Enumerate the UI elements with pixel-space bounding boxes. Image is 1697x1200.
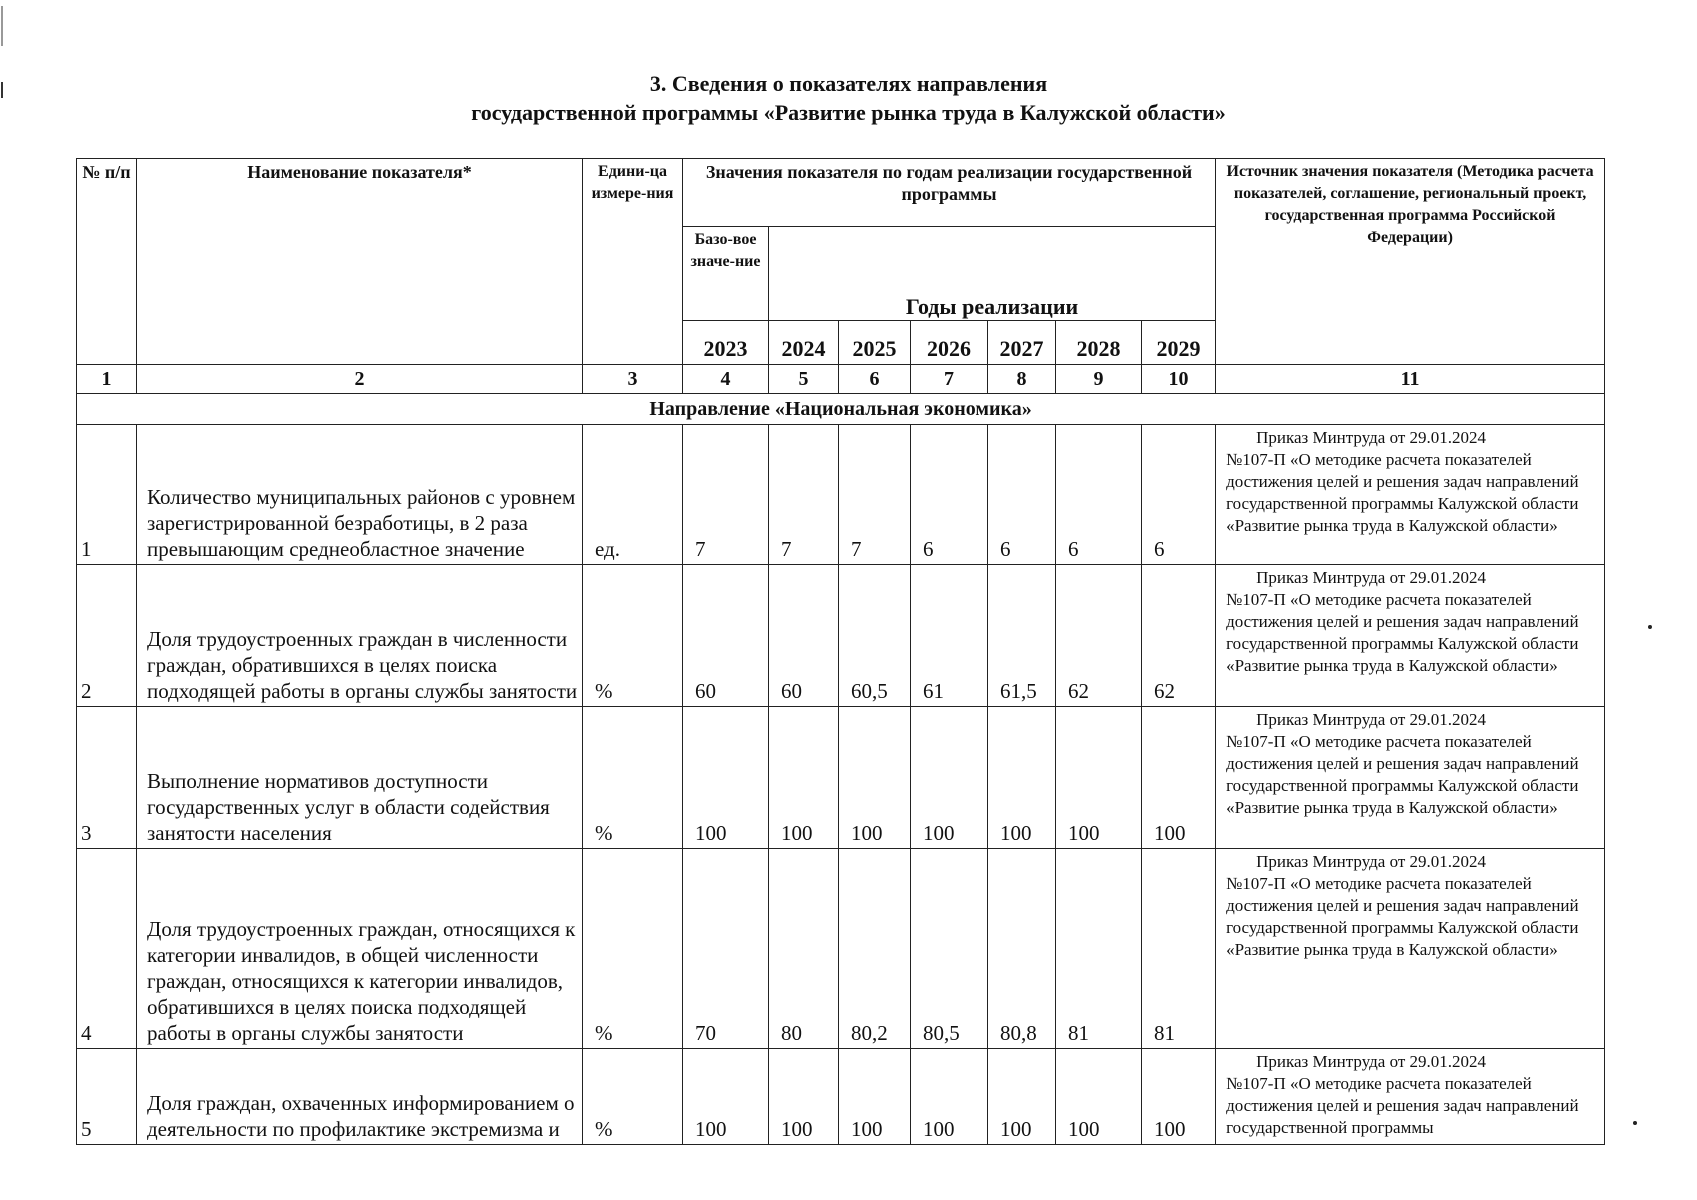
value-cell: 62: [1142, 565, 1216, 707]
row-index: 5: [77, 1049, 137, 1145]
source-cell: [1216, 849, 1605, 1049]
value-cell: 61: [911, 565, 988, 707]
value-cell: 100: [911, 707, 988, 849]
value-cell: 100: [988, 707, 1056, 849]
source-line-1: Приказ Минтруда от 29.01.2024: [1256, 710, 1487, 729]
header-year: 2027: [988, 321, 1056, 365]
header-num: № п/п: [77, 159, 137, 365]
indicator-unit: %: [583, 565, 683, 707]
indicator-name: Выполнение нормативов доступности государственных услуг в области содействия занятости населения: [137, 707, 583, 849]
value-cell: 100: [839, 1049, 911, 1145]
scan-speck: [1633, 1121, 1637, 1125]
value-cell: 7: [839, 425, 911, 565]
column-number: 5: [769, 365, 839, 394]
header-year: 2029: [1142, 321, 1216, 365]
column-number: 10: [1142, 365, 1216, 394]
source-cell: [1216, 707, 1605, 849]
row-index: 3: [77, 707, 137, 849]
value-cell: 80,8: [988, 849, 1056, 1049]
value-cell: 80,5: [911, 849, 988, 1049]
value-cell: 60: [769, 565, 839, 707]
value-cell: 100: [769, 707, 839, 849]
source-line-2: №107-П «О методике расчета показателей достижения целей и решения задач направлений государственной программы Калужской области «Развитие рынка труда в Калужской области»: [1226, 874, 1579, 959]
value-cell: 6: [911, 425, 988, 565]
header-year: 2026: [911, 321, 988, 365]
row-index: 4: [77, 849, 137, 1049]
value-cell: 100: [988, 1049, 1056, 1145]
document-title-line-1: 3. Сведения о показателях направления: [649, 71, 1048, 96]
value-cell: 80,2: [839, 849, 911, 1049]
table-row: [77, 425, 1605, 565]
header-year: 2025: [839, 321, 911, 365]
column-number: 3: [583, 365, 683, 394]
column-number: 8: [988, 365, 1056, 394]
value-cell: 100: [683, 1049, 769, 1145]
source-line-1: Приказ Минтруда от 29.01.2024: [1256, 568, 1487, 587]
header-base-year: 2023: [683, 321, 769, 365]
value-cell: 62: [1056, 565, 1142, 707]
value-cell: 7: [769, 425, 839, 565]
value-cell: 100: [683, 707, 769, 849]
header-base: Базо-вое значе-ние: [683, 227, 769, 321]
indicator-name: Доля трудоустроенных граждан в численности граждан, обратившихся в целях поиска подходящей работы в органы службы занятости: [137, 565, 583, 707]
header-source: Источник значения показателя (Методика расчета показателей, соглашение, региональный проект, государственная программа Российской Федерации): [1216, 159, 1605, 365]
source-line-1: Приказ Минтруда от 29.01.2024: [1256, 1052, 1487, 1071]
value-cell: 100: [839, 707, 911, 849]
header-year: 2024: [769, 321, 839, 365]
value-cell: 60,5: [839, 565, 911, 707]
value-cell: 6: [988, 425, 1056, 565]
section-heading: Направление «Национальная экономика»: [77, 394, 1605, 425]
header-years-label: Годы реализации: [769, 227, 1216, 321]
header-unit: Едини-ца измере-ния: [583, 159, 683, 365]
header-name: Наименование показателя*: [137, 159, 583, 365]
source-line-1: Приказ Минтруда от 29.01.2024: [1256, 852, 1487, 871]
column-number: 9: [1056, 365, 1142, 394]
column-number: 4: [683, 365, 769, 394]
source-cell: [1216, 565, 1605, 707]
column-number: 11: [1216, 365, 1605, 394]
indicator-unit: ед.: [583, 425, 683, 565]
indicator-unit: %: [583, 849, 683, 1049]
table-row: [77, 849, 1605, 1049]
value-cell: 100: [1056, 1049, 1142, 1145]
value-cell: 6: [1142, 425, 1216, 565]
document-title-line-2: государственной программы «Развитие рынка труда в Калужской области»: [471, 100, 1226, 125]
value-cell: 81: [1056, 849, 1142, 1049]
source-cell: [1216, 425, 1605, 565]
source-line-2: №107-П «О методике расчета показателей достижения целей и решения задач направлений государственной программы Калужской области «Развитие рынка труда в Калужской области»: [1226, 590, 1579, 675]
indicator-name: Доля граждан, охваченных информированием о деятельности по профилактике экстремизма и: [137, 1049, 583, 1145]
table-row: [77, 565, 1605, 707]
source-line-2: №107-П «О методике расчета показателей достижения целей и решения задач направлений государственной программы Калужской области «Развитие рынка труда в Калужской области»: [1226, 732, 1579, 817]
value-cell: 100: [1142, 1049, 1216, 1145]
value-cell: 6: [1056, 425, 1142, 565]
scan-margin-mark: [1, 6, 3, 46]
row-index: 2: [77, 565, 137, 707]
value-cell: 100: [911, 1049, 988, 1145]
value-cell: 60: [683, 565, 769, 707]
value-cell: 100: [1142, 707, 1216, 849]
header-values-group: Значения показателя по годам реализации государственной программы: [683, 159, 1216, 227]
column-number: 6: [839, 365, 911, 394]
column-number: 1: [77, 365, 137, 394]
value-cell: 7: [683, 425, 769, 565]
value-cell: 80: [769, 849, 839, 1049]
indicators-table: [76, 158, 1605, 1145]
source-line-2: №107-П «О методике расчета показателей достижения целей и решения задач направлений государственной программы Калужской области «Развитие рынка труда в Калужской области»: [1226, 450, 1579, 535]
header-year: 2028: [1056, 321, 1142, 365]
source-cell: [1216, 1049, 1605, 1145]
column-number: 7: [911, 365, 988, 394]
indicator-unit: %: [583, 1049, 683, 1145]
column-number: 2: [137, 365, 583, 394]
scan-speck: [1648, 625, 1652, 629]
value-cell: 81: [1142, 849, 1216, 1049]
table-row: [77, 1049, 1605, 1145]
source-line-2: №107-П «О методике расчета показателей достижения целей и решения задач направлений государственной программы: [1226, 1074, 1579, 1137]
table-row: [77, 707, 1605, 849]
value-cell: 61,5: [988, 565, 1056, 707]
indicator-unit: %: [583, 707, 683, 849]
source-line-1: Приказ Минтруда от 29.01.2024: [1256, 428, 1487, 447]
row-index: 1: [77, 425, 137, 565]
value-cell: 100: [769, 1049, 839, 1145]
value-cell: 70: [683, 849, 769, 1049]
value-cell: 100: [1056, 707, 1142, 849]
indicator-name: Количество муниципальных районов с уровнем зарегистрированной безработицы, в 2 раза превышающим среднеобластное значение: [137, 425, 583, 565]
indicator-name: Доля трудоустроенных граждан, относящихся к категории инвалидов, в общей численности граждан, относящихся к категории инвалидов, обратившихся в целях поиска подходящей работы в органы службы занятости: [137, 849, 583, 1049]
